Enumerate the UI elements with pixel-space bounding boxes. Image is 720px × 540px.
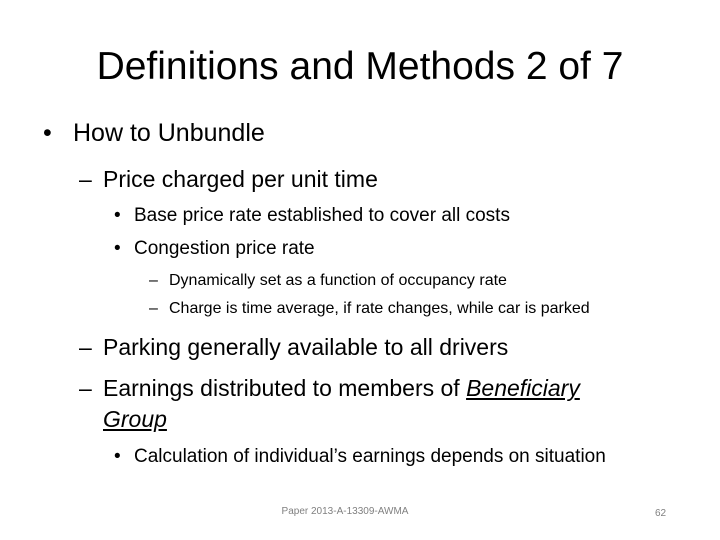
subitem-earnings-continuation: [103, 405, 167, 433]
bullet-dot-icon: •: [114, 446, 121, 467]
dash-icon: –: [149, 300, 158, 317]
subitem-text: [103, 374, 580, 402]
earnings-prefix: Earnings distributed to members of: [103, 375, 467, 401]
page-number: 62: [655, 508, 667, 519]
dash-icon: –: [149, 272, 158, 289]
subsubitem-text: Congestion price rate: [134, 238, 315, 259]
subitem-text: Parking generally available to all drivers: [103, 334, 509, 360]
slide-title: Definitions and Methods 2 of 7: [96, 45, 624, 88]
subitem-text: Price charged per unit time: [103, 166, 378, 192]
detail-text: Dynamically set as a function of occupancy rate: [169, 272, 507, 289]
bullet-dot-icon: •: [114, 205, 121, 226]
subsubitem-text: Calculation of individual’s earnings depends on situation: [134, 446, 606, 467]
beneficiary-term: Beneficiary: [466, 375, 580, 401]
subsubitem-text: Base price rate established to cover all costs: [134, 205, 510, 226]
slide-footer: Paper 2013-A-13309-AWMA: [281, 506, 409, 517]
bullet-text: How to Unbundle: [73, 119, 265, 147]
dash-icon: –: [79, 166, 92, 192]
detail-text: Charge is time average, if rate changes, while car is parked: [169, 300, 590, 317]
bullet-dot-icon: •: [43, 119, 52, 147]
bullet-dot-icon: •: [114, 238, 121, 259]
dash-icon: –: [79, 375, 92, 401]
dash-icon: –: [79, 334, 92, 360]
group-term: Group: [103, 406, 167, 432]
